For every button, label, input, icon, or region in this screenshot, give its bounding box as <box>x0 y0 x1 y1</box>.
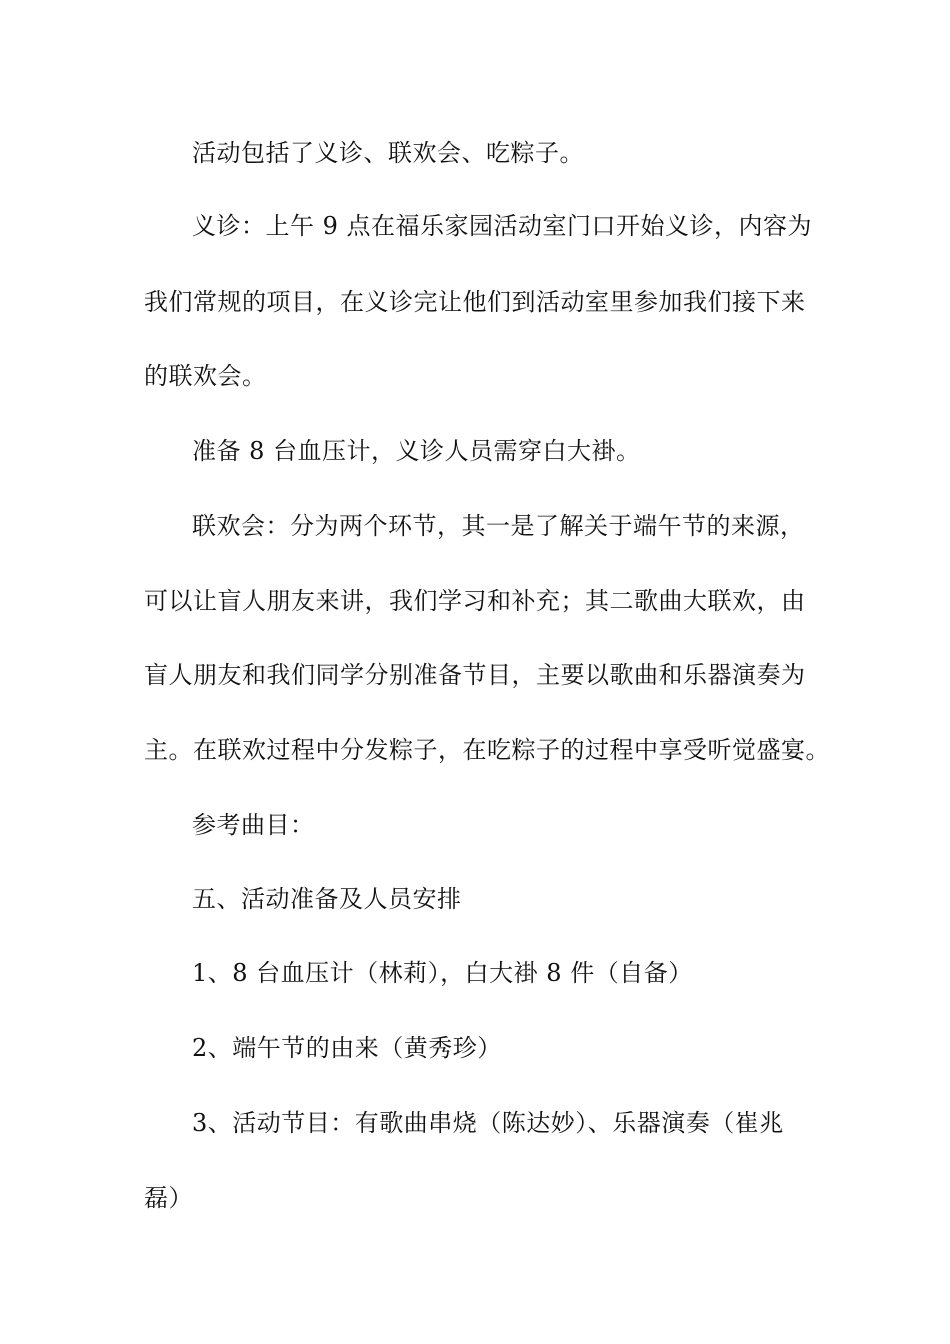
paragraph-line: 盲人朋友和我们同学分别准备节目，主要以歌曲和乐器演奏为 <box>144 661 806 689</box>
paragraph-line: 我们常规的项目，在义诊完让他们到活动室里参加我们接下来 <box>144 288 806 316</box>
paragraph-line: 主。在联欢过程中分发粽子，在吃粽子的过程中享受听觉盛宴。 <box>144 736 830 764</box>
list-item: 1、8 台血压计（林莉），白大褂 8 件（自备） <box>192 959 693 987</box>
paragraph-line: 活动包括了义诊、联欢会、吃粽子。 <box>192 139 584 167</box>
paragraph-line: 联欢会：分为两个环节，其一是了解关于端午节的来源， <box>192 512 805 540</box>
section-heading: 五、活动准备及人员安排 <box>192 885 462 913</box>
list-item: 2、端午节的由来（黄秀珍） <box>192 1034 502 1062</box>
paragraph-line: 的联欢会。 <box>144 362 267 390</box>
paragraph-line: 可以让盲人朋友来讲，我们学习和补充；其二歌曲大联欢，由 <box>144 587 806 615</box>
list-item-continuation: 磊） <box>144 1184 193 1212</box>
paragraph-line: 义诊：上午 9 点在福乐家园活动室门口开始义诊，内容为 <box>192 212 813 240</box>
paragraph-line: 参考曲目： <box>192 811 315 839</box>
paragraph-line: 准备 8 台血压计，义诊人员需穿白大褂。 <box>192 437 641 465</box>
list-item: 3、活动节目：有歌曲串烧（陈达妙）、乐器演奏（崔兆 <box>192 1109 784 1137</box>
